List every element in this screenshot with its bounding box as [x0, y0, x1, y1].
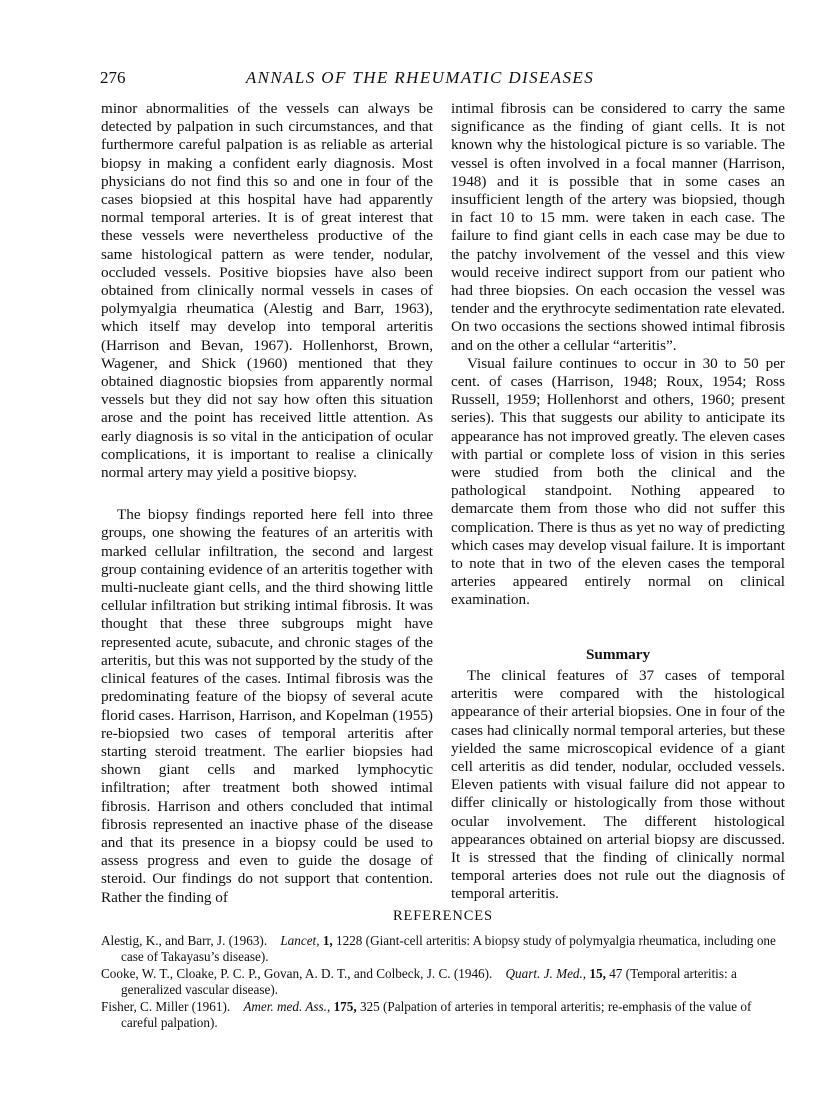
reference-volume: 1, [322, 933, 333, 948]
summary-paragraph: The clinical features of 37 cases of temporal arteritis were compared with the histological appearance of their arterial biopsies. One in four of the cases had clinically normal temporal arteries, but these yielded the same microscopical evidence of a giant cell arteritis as did tender, nodular, occluded vessels. Eleven patients with visual failure did not appear to differ clinically or histologically from those without ocular involvement. The different histological appearances obtained on arterial biopsy are discussed. It is stressed that the finding of clinically normal temporal arteries does not rule out the diagnosis of temporal arteritis. [451, 666, 785, 903]
body-paragraph: The biopsy findings reported here fell into three groups, one showing the features of an arteritis with marked cellular infiltration, the second and largest group containing evidence of an arteritis together with multi-nucleate giant cells, and the third showing little cellular infiltration but striking intimal fibrosis. It was thought that these three subgroups might have represented acute, subacute, and chronic stages of the arteritis, but this was not supported by the study of the clinical features of the cases. Intimal fibrosis was the predominating feature of the biopsy of several acute florid cases. Harrison, Harrison, and Kopelman (1955) re-biopsied two cases of temporal arteritis after starting steroid treatment. The earlier biopsies had shown giant cells and marked lymphocytic infiltration; after treatment both showed intimal fibrosis. Harrison and others concluded that intimal fibrosis represented an inactive phase of the disease and that its presence in a biopsy could be used to assess progress and even to guide the dosage of steroid. Our findings do not support that contention. Rather the finding of [101, 506, 433, 906]
reference-authors: Cooke, W. T., Cloake, P. C. P., Govan, A. D. T., and Colbeck, J. C. (1946). [101, 966, 493, 981]
journal-title: ANNALS OF THE RHEUMATIC DISEASES [245, 68, 595, 87]
reference-details: 1228 (Giant-cell arteritis: A biopsy study of polymyalgia rheumatica, including one case of Takayasu’s disease). [121, 933, 776, 964]
reference-item [101, 999, 785, 1030]
left-column [101, 100, 433, 907]
references-section [101, 908, 785, 1032]
reference-authors: Alestig, K., and Barr, J. (1963). [101, 933, 268, 948]
body-paragraph: Visual failure continues to occur in 30 to 50 per cent. of cases (Harrison, 1948; Roux, 1954; Ross Russell, 1959; Hollenhorst and others, 1960; present series). This that suggests our ability to anticipate its appearance has not improved greatly. The eleven cases with partial or complete loss of vision in this series were studied from both the clinical and the pathological standpoint. Nothing appeared to demarcate them from those who did not suffer this complication. There is thus as yet no way of predicting which cases may develop visual failure. It is important to note that in two of the eleven cases the temporal arteries appeared entirely normal on clinical examination. [451, 354, 785, 609]
reference-journal: Lancet, [280, 933, 320, 948]
reference-journal: Quart. J. Med., [505, 966, 587, 981]
reference-journal: Amer. med. Ass., [243, 999, 331, 1014]
section-gap [451, 610, 785, 646]
body-paragraph: intimal fibrosis can be considered to carry the same significance as the finding of giant cells. It is not known why the histological picture is so variable. The vessel is often involved in a focal manner (Harrison, 1948) and it is possible that in some cases an insufficient length of the artery was biopsied, though in fact 10 to 15 mm. were taken in each case. The failure to find giant cells in each case may be due to the patchy involvement of the vessel and this view would receive indirect support from our patient who had three biopsies. On each occasion the vessel was tender and the erythrocyte sedimentation rate elevated. On two occasions the sections showed intimal fibrosis and on the other a cellular “arteritis”. [451, 100, 785, 354]
reference-authors: Fisher, C. Miller (1961). [101, 999, 231, 1014]
right-column [451, 100, 785, 904]
reference-item [101, 933, 785, 964]
reference-details: 325 (Palpation of arteries in temporal arteritis; re-emphasis of the value of careful palpation). [121, 999, 752, 1030]
page-header [100, 68, 740, 92]
summary-heading: Summary [585, 645, 651, 663]
page-number: 276 [100, 68, 126, 87]
reference-volume: 175, [333, 999, 357, 1014]
reference-item [101, 966, 785, 997]
paragraph-gap [101, 482, 433, 506]
references-heading: REFERENCES [392, 908, 494, 924]
reference-volume: 15, [589, 966, 606, 981]
body-paragraph: minor abnormalities of the vessels can always be detected by palpation in such circumstances, and that furthermore careful palpation is as reliable as arterial biopsy in making a confident early diagnosis. Most physicians do not find this so and one in four of the cases biopsied at this hospital have had apparently normal temporal arteries. It is of great interest that these vessels were nevertheless productive of the same histological pattern as were tender, nodular, occluded vessels. Positive biopsies have also been obtained from clinically normal vessels in cases of polymyalgia rheumatica (Alestig and Barr, 1963), which itself may develop into temporal arteritis (Harrison and Bevan, 1967). Hollenhorst, Brown, Wagener, and Shick (1960) mentioned that they obtained diagnostic biopsies from apparently normal vessels but they did not say how often this situation arose and the point has received little attention. As early diagnosis is so vital in the anticipation of ocular complications, it is important to realise a clinically normal artery may yield a positive biopsy. [101, 100, 433, 482]
reference-details: 47 (Temporal arteritis: a generalized vascular disease). [121, 966, 737, 997]
